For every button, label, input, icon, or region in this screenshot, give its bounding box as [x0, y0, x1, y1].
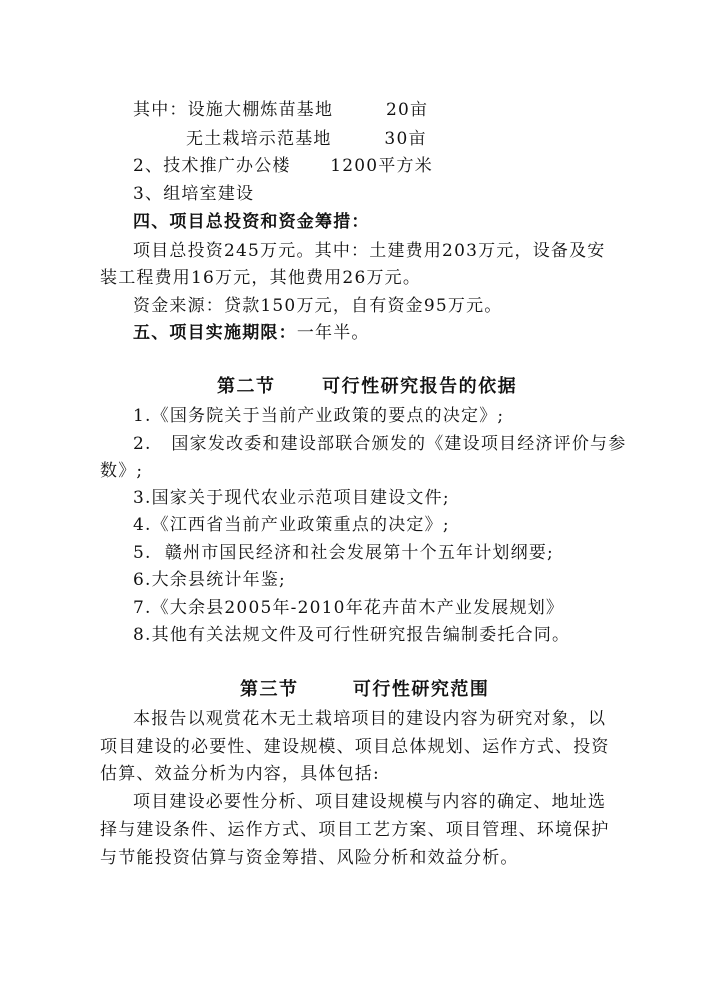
section-5-line: [133, 322, 370, 344]
scope-line: 择与建设条件、运作方式、项目工艺方案、项目管理、环境保护: [100, 820, 610, 840]
summary-line-3: 2、技术推广办公楼 1200平方米: [133, 156, 433, 176]
basis-item: 1.《国务院关于当前产业政策的要点的决定》;: [133, 406, 505, 426]
summary-line-1: 其中：设施大棚炼苗基地 20亩: [133, 100, 429, 120]
summary-line-4: 3、组培室建设: [133, 184, 255, 204]
scope-line: 估算、效益分析为内容，具体包括:: [100, 764, 380, 784]
section-2-title: 第二节 可行性研究报告的依据: [217, 376, 518, 397]
scope-line: 与节能投资估算与资金筹措、风险分析和效益分析。: [100, 848, 519, 868]
basis-item: 5. 赣州市国民经济和社会发展第十个五年计划纲要;: [133, 543, 554, 563]
funding-source-line: 资金来源：贷款150万元，自有资金95万元。: [133, 296, 503, 316]
section-5-heading: 五、项目实施期限：: [133, 323, 297, 343]
scope-line: 项目建设必要性分析、项目建设规模与内容的确定、地址选: [133, 792, 607, 812]
section-4-heading: 四、项目总投资和资金筹措：: [133, 212, 370, 232]
section-5-value: 一年半。: [296, 323, 370, 343]
investment-line-1: 项目总投资245万元。其中：土建费用203万元，设备及安: [133, 241, 606, 261]
basis-item: 3.国家关于现代农业示范项目建设文件;: [133, 488, 450, 508]
section-3-title: 第三节 可行性研究范围: [240, 679, 490, 700]
basis-item: 4.《江西省当前产业政策重点的决定》;: [133, 515, 450, 535]
scope-line: 项目建设的必要性、建设规模、项目总体规划、运作方式、投资: [100, 737, 610, 757]
scope-line: 本报告以观赏花木无土栽培项目的建设内容为研究对象，以: [133, 709, 607, 729]
basis-item: 数》;: [100, 461, 144, 481]
basis-item: 2. 国家发改委和建设部联合颁发的《建设项目经济评价与参: [133, 434, 627, 454]
summary-line-2: 无土栽培示范基地 30亩: [186, 129, 427, 149]
basis-item: 8.其他有关法规文件及可行性研究报告编制委托合同。: [133, 625, 571, 645]
basis-item: 6.大余县统计年鉴;: [133, 570, 286, 590]
investment-line-2: 装工程费用16万元，其他费用26万元。: [100, 268, 422, 288]
basis-item: 7.《大余县2005年-2010年花卉苗木产业发展规划》: [133, 598, 565, 618]
